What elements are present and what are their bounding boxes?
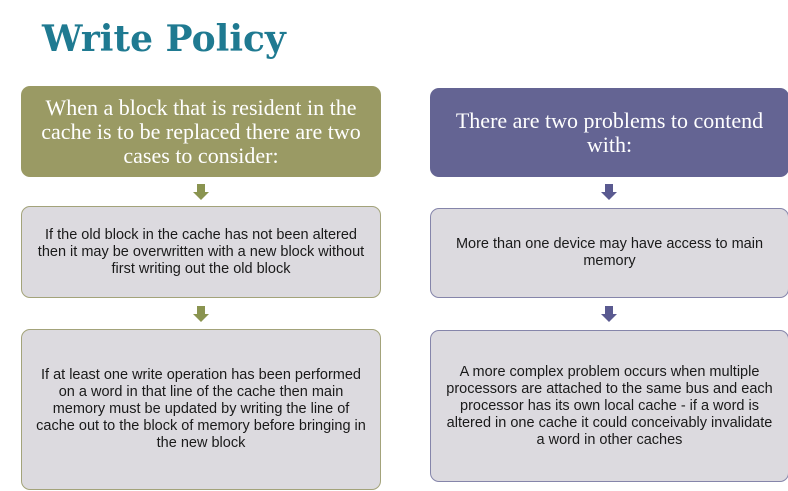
down-arrow-icon <box>601 184 617 200</box>
down-arrow-icon <box>193 184 209 200</box>
down-arrow-icon <box>193 306 209 322</box>
right-problem-device-box <box>430 208 788 298</box>
left-header-text: When a block that is resident in the cache is to be replaced there are two cases to consider: <box>41 94 361 168</box>
slide-title: Write Policy <box>42 18 286 60</box>
left-case-unaltered-box <box>21 206 381 298</box>
right-problem-multiprocessor-text: A more complex problem occurs when multiple processors are attached to the same bus and each processor has its own local cache - if a word is altered in one cache it could conceivably invalidate a word in other caches <box>446 363 773 448</box>
down-arrow-icon <box>601 306 617 322</box>
left-case-altered-box <box>21 329 381 490</box>
right-header-text: There are two problems to contend with: <box>455 107 764 157</box>
right-problem-multiprocessor-box <box>430 330 788 482</box>
left-case-unaltered-text: If the old block in the cache has not been altered then it may be overwritten with a new block without first writing out the old block <box>37 226 365 277</box>
right-header-box <box>430 88 788 177</box>
left-header-box <box>21 86 381 177</box>
right-problem-device-text: More than one device may have access to main memory <box>455 236 764 269</box>
left-case-altered-text: If at least one write operation has been performed on a word in that line of the cache then main memory must be updated by writing the line of cache out to the block of memory before bringing in the new block <box>36 367 366 451</box>
